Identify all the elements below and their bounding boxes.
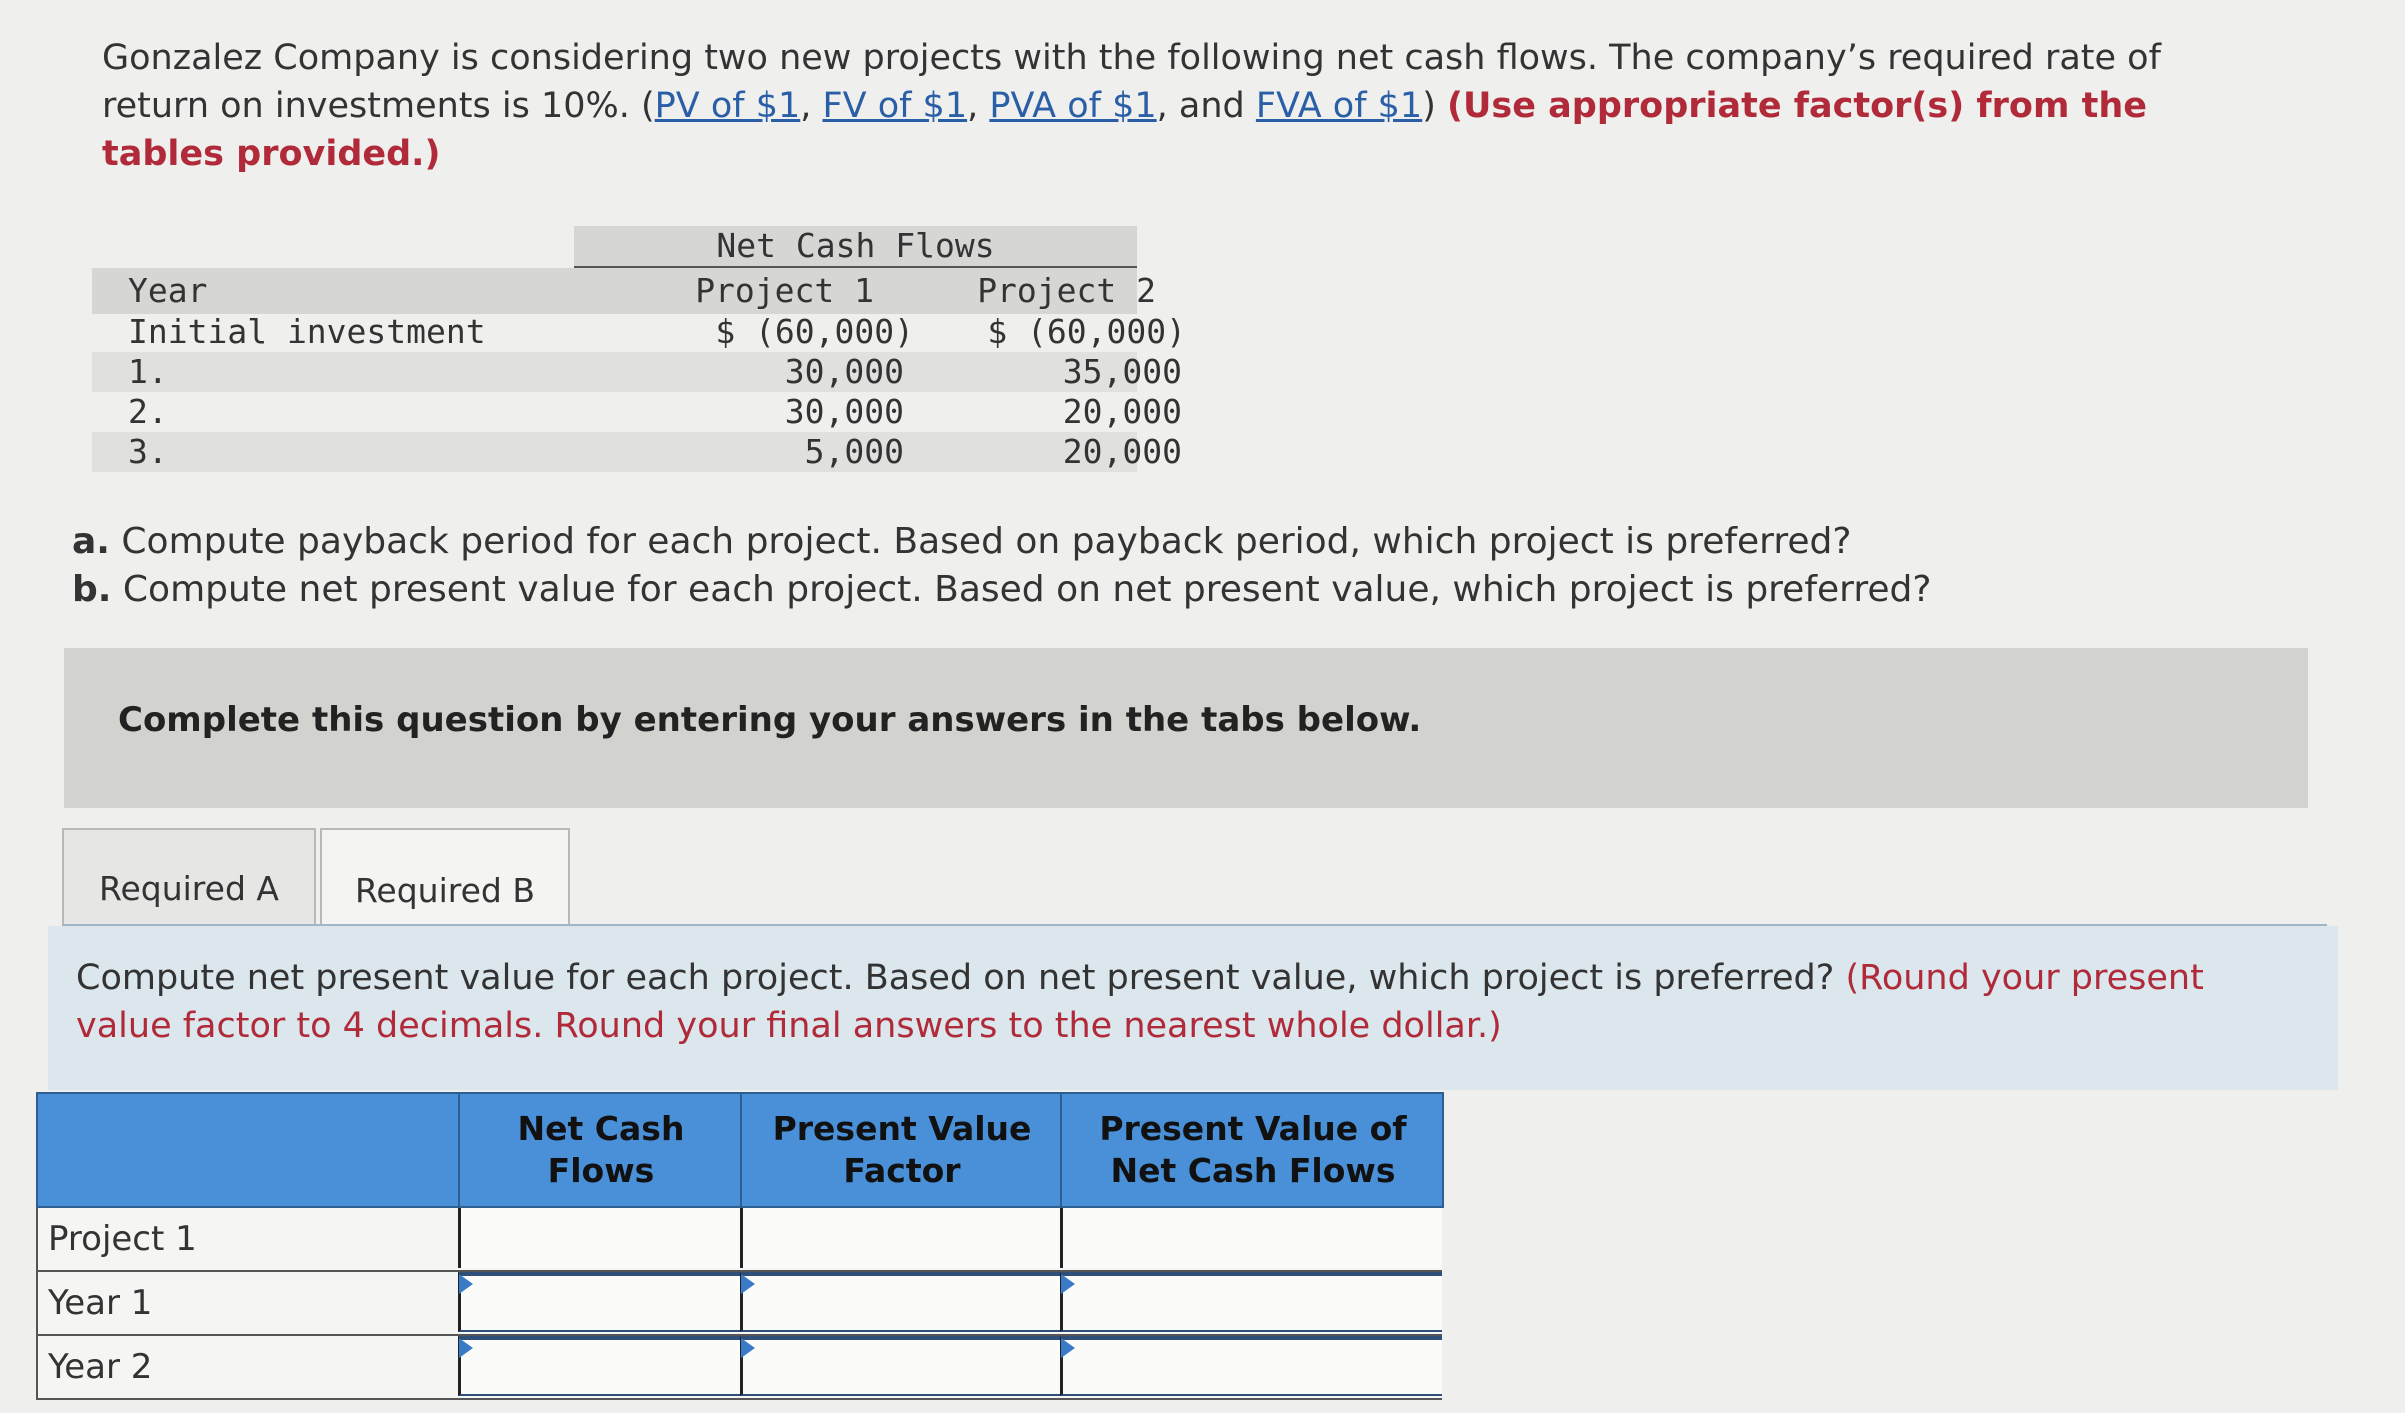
separator: , (800, 86, 823, 126)
separator: , (967, 86, 990, 126)
banner-text: Complete this question by entering your answers in the tabs below. (118, 700, 1422, 740)
pv-amount-input[interactable] (1060, 1336, 1442, 1396)
header-net-cash-flows: Net Cash Flows (458, 1094, 742, 1206)
answer-table-header (36, 1092, 1444, 1208)
question-a-label: a. (72, 521, 110, 562)
row-project2: $ (60,000) (987, 312, 1186, 351)
header-pv-factor: Present Value Factor (740, 1094, 1062, 1206)
header-pv-net-cash-flows: Present Value of Net Cash Flows (1060, 1094, 1444, 1206)
table-row (92, 312, 1186, 352)
answer-row-year-2 (36, 1336, 1442, 1400)
row-label: Project 1 (48, 1219, 197, 1259)
question-b-text: Compute net present value for each project. Based on net present value, which project is preferred? (122, 569, 1932, 610)
required-b-prompt (48, 926, 2338, 1090)
question-a-text: Compute payback period for each project. Based on payback period, which project is preferred? (121, 521, 1852, 562)
factor-instruction: (Use appropriate factor(s) from the tables provided.) (102, 86, 2147, 174)
answer-row-project-1 (36, 1208, 1442, 1272)
separator: , and (1156, 86, 1256, 126)
row-project2: 20,000 (1062, 392, 1182, 431)
row-project2: 35,000 (1062, 352, 1182, 391)
problem-intro (102, 34, 2182, 178)
row-year: 3. (128, 432, 168, 471)
net-cash-flow-input[interactable] (458, 1272, 740, 1332)
row-label: Year 1 (48, 1283, 153, 1323)
answer-row-year-1 (36, 1272, 1442, 1336)
column-header-row (92, 268, 1156, 314)
separator: ) (1422, 86, 1447, 126)
pv-factor-input[interactable] (740, 1336, 1060, 1396)
row-year: Initial investment (128, 312, 486, 351)
pv-amount-cell (1060, 1208, 1442, 1268)
row-project1: 30,000 (784, 352, 904, 391)
instruction-banner (64, 648, 2308, 808)
question-b (72, 566, 1972, 614)
pv-factor-input[interactable] (740, 1272, 1060, 1332)
input-flag-icon (1061, 1338, 1075, 1358)
table-row (92, 392, 1182, 432)
row-label: Year 2 (48, 1347, 153, 1387)
input-flag-icon (459, 1274, 473, 1294)
pva-link[interactable]: PVA of $1 (989, 86, 1157, 126)
net-cash-flow-input[interactable] (458, 1336, 740, 1396)
row-year: 2. (128, 392, 168, 431)
row-project1: 5,000 (804, 432, 904, 471)
pv-amount-input[interactable] (1060, 1272, 1442, 1332)
year-header: Year (128, 271, 208, 310)
pv-factor-cell (740, 1208, 1060, 1268)
question-b-label: b. (72, 569, 112, 610)
pv-link[interactable]: PV of $1 (654, 86, 801, 126)
input-flag-icon (1061, 1274, 1075, 1294)
tab-required-a[interactable]: Required A (62, 828, 316, 948)
group-header: Net Cash Flows (574, 226, 1137, 268)
question-list (72, 518, 1972, 614)
project1-header: Project 1 (695, 271, 874, 310)
row-project1: $ (60,000) (715, 312, 914, 351)
input-flag-icon (741, 1274, 755, 1294)
rounding-note: (Round your present value factor to 4 decimals. Round your final answers to the nearest whole dollar.) (76, 958, 2204, 1046)
input-flag-icon (459, 1338, 473, 1358)
fv-link[interactable]: FV of $1 (822, 86, 968, 126)
row-year: 1. (128, 352, 168, 391)
row-project1: 30,000 (784, 392, 904, 431)
tab-required-b[interactable]: Required B (320, 828, 570, 950)
input-flag-icon (741, 1338, 755, 1358)
prompt-text: Compute net present value for each project. Based on net present value, which project is preferred? (76, 958, 1835, 998)
row-project2: 20,000 (1062, 432, 1182, 471)
intro-text: Gonzalez Company is considering two new projects with the following net cash flows. The company’s required rate of return on investments is 10%. ( (102, 38, 2161, 126)
prompt-text-block (76, 954, 2296, 1050)
question-a (72, 518, 1972, 566)
table-row (92, 352, 1182, 392)
table-row (92, 432, 1182, 472)
net-cash-flow-cell (458, 1208, 740, 1268)
fva-link[interactable]: FVA of $1 (1255, 86, 1423, 126)
project2-header: Project 2 (977, 271, 1156, 310)
